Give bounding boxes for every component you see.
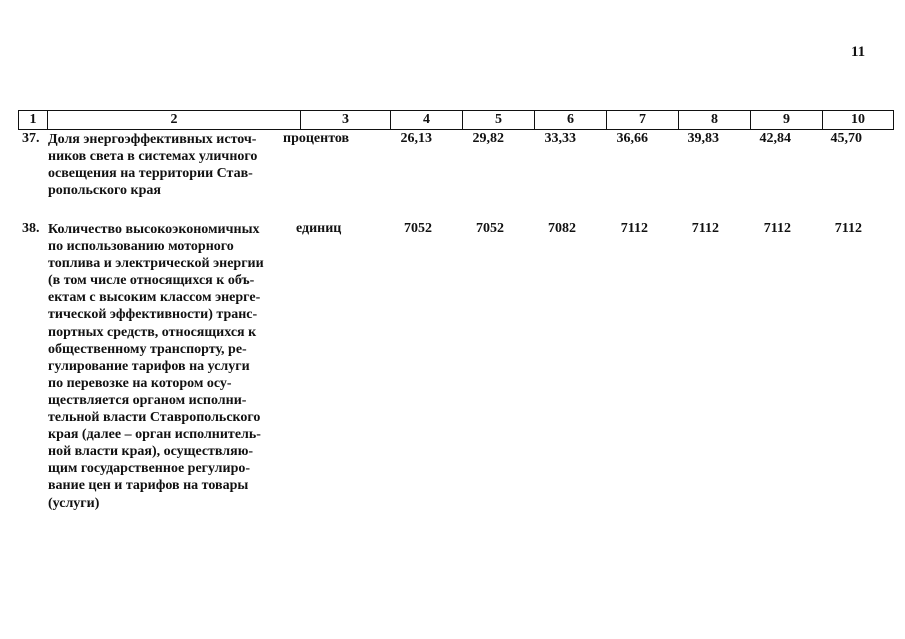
description-line: топлива и электрической энергии — [48, 256, 264, 272]
description-line: гулирование тарифов на услуги — [48, 358, 250, 374]
value-col-10: 7112 — [834, 221, 862, 236]
header-col-4: 4 — [391, 111, 463, 130]
description-line: ществляется органом исполни- — [48, 392, 247, 408]
header-col-8: 8 — [679, 111, 751, 130]
description-line: вание цен и тарифов на товары — [48, 478, 249, 494]
row-description — [48, 131, 270, 199]
description-line: (в том числе относящихся к объ- — [48, 273, 255, 289]
value-col-8: 39,83 — [687, 131, 719, 146]
description-line: по использованию моторного — [48, 239, 234, 255]
header-col-1: 1 — [19, 111, 48, 130]
description-line: Количество высокоэкономичных — [48, 222, 260, 237]
description-line: общественному транспорту, ре- — [48, 341, 247, 357]
description-line: тельной власти Ставропольского — [48, 410, 261, 426]
header-col-3: 3 — [301, 111, 391, 130]
value-col-4: 26,13 — [400, 131, 432, 146]
description-line: щим государственное регулиро- — [48, 461, 251, 477]
value-col-7: 7112 — [620, 221, 648, 236]
value-col-7: 36,66 — [616, 131, 648, 146]
value-col-5: 29,82 — [472, 131, 504, 146]
value-col-6: 33,33 — [544, 131, 576, 146]
value-col-9: 7112 — [763, 221, 791, 236]
row-description — [48, 221, 270, 512]
value-col-9: 42,84 — [759, 131, 791, 146]
row-unit: процентов — [283, 131, 350, 146]
description-line: Доля энергоэффективных источ- — [48, 132, 257, 147]
value-col-6: 7082 — [548, 221, 576, 236]
table-header — [18, 110, 894, 130]
header-col-5: 5 — [463, 111, 535, 130]
row-unit: единиц — [296, 221, 342, 236]
value-col-4: 7052 — [404, 221, 432, 236]
description-line: ропольского края — [48, 183, 161, 199]
header-col-9: 9 — [751, 111, 823, 130]
description-line: тической эффективности) транс- — [48, 307, 258, 323]
row-number: 37. — [22, 131, 40, 146]
row-number: 38. — [22, 221, 40, 236]
header-col-7: 7 — [607, 111, 679, 130]
description-line: края (далее – орган исполнитель- — [48, 427, 261, 443]
description-line: (услуги) — [48, 495, 100, 511]
description-line: портных средств, относящихся к — [48, 324, 257, 340]
page-number: 11 — [851, 44, 866, 60]
value-col-8: 7112 — [691, 221, 719, 236]
description-line: ной власти края), осуществляю- — [48, 444, 254, 460]
value-col-5: 7052 — [476, 221, 504, 236]
header-col-6: 6 — [535, 111, 607, 130]
description-line: ников света в системах уличного — [48, 149, 258, 165]
header-col-2: 2 — [48, 111, 301, 130]
value-col-10: 45,70 — [830, 131, 862, 146]
description-line: освещения на территории Став- — [48, 166, 253, 182]
description-line: ектам с высоким классом энерге- — [48, 290, 261, 306]
description-line: по перевозке на котором осу- — [48, 375, 232, 391]
header-col-10: 10 — [823, 111, 894, 130]
